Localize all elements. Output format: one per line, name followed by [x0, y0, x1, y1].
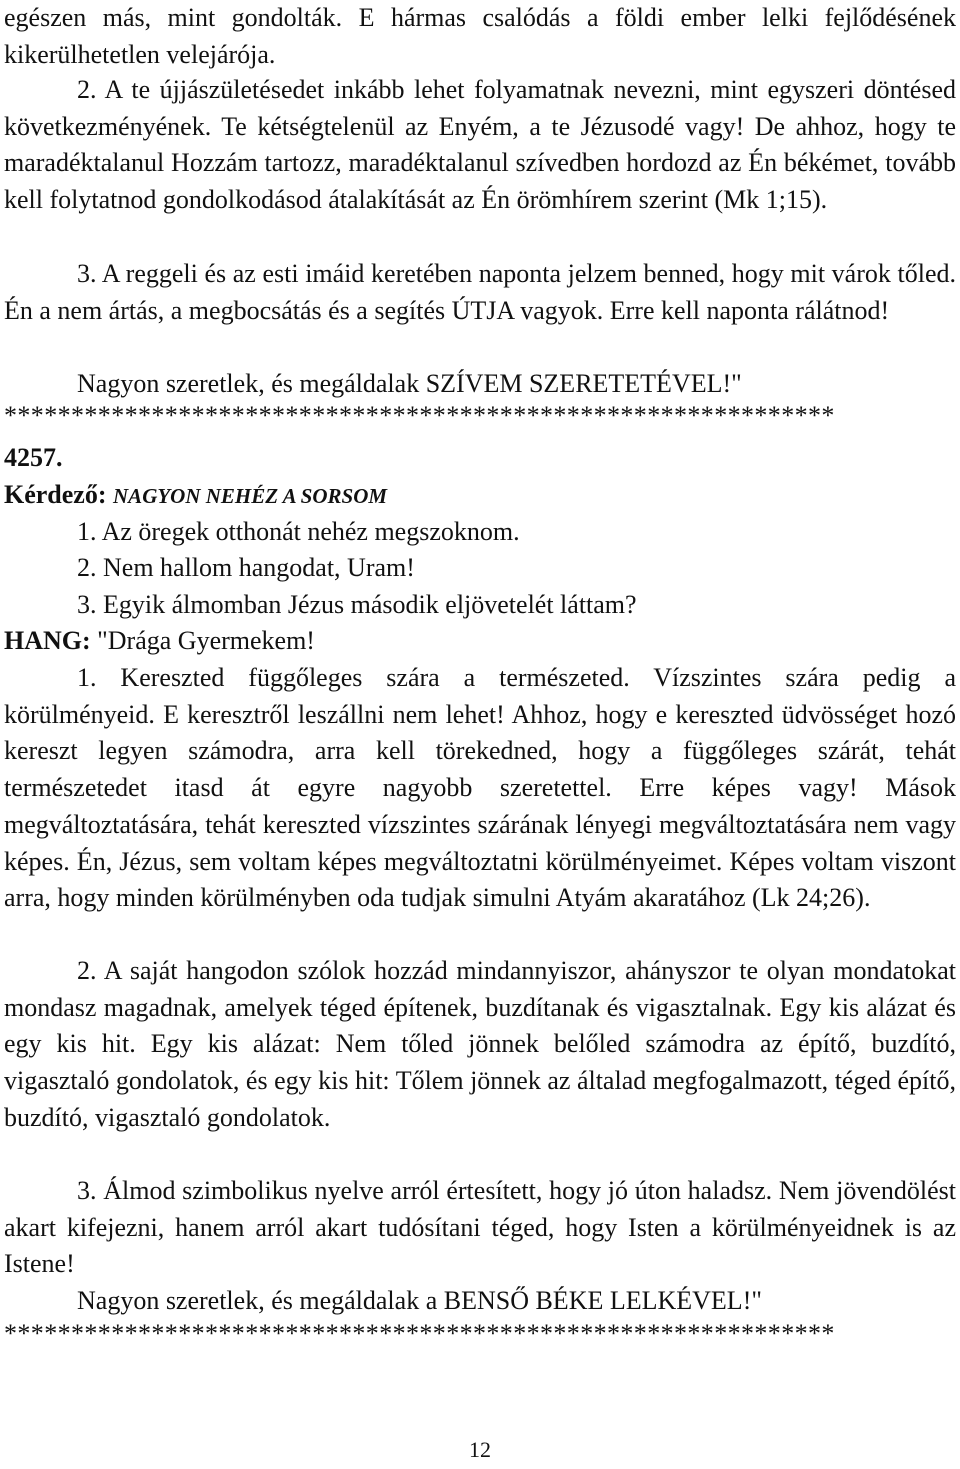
page-number: 12	[469, 1437, 491, 1462]
entry-heading	[4, 477, 387, 515]
entry-title: NAGYON NEHÉZ A SORSOM	[113, 484, 388, 508]
answer-paragraph-2: 2. A saját hangodon szólok hozzád mindannyiszor, ahányszor te olyan mondatokat mondasz magadnak, amelyek téged építenek, buzdítanak és vigasztalnak. Egy kis alázat és egy kis hit. Egy kis alázat: Nem tőled jönnek belőled számodra az építő, buzdító, vigasztaló gondolatok, és egy kis hit: Tőlem jönnek az általad megfogalmazott, téged építő, buzdító, vigasztaló gondolatok.	[4, 956, 956, 1132]
answer-paragraph-3: 3. Álmod szimbolikus nyelve arról értesített, hogy jó úton haladsz. Nem jövendölést akart kifejezni, hanem arról akart tudósítani téged, hogy Isten a körülményeidnek is az Istene!	[4, 1176, 956, 1279]
paragraph-point-3: 3. A reggeli és az esti imáid keretében naponta jelzem benned, hogy mit várok tőled. Én a nem ártás, a megbocsátás és a segítés ÚTJA vagyok. Erre kell naponta rálátnod!	[4, 259, 956, 325]
separator-line-1: **************************************************************	[4, 401, 835, 430]
question-item: 2. Nem hallom hangodat, Uram!	[77, 553, 415, 582]
paragraph-point-2: 2. A te újjászületésedet inkább lehet folyamatnak nevezni, mint egyszeri döntésed következményének. Te kétségtelenül az Enyém, a te Jézusodé vagy! De ahhoz, hogy te maradéktalanul Hozzám tartozz, maradéktalanul szívedben hordozd az Én békémet, tovább kell folytatnod gondolkodásod átalakítását az Én örömhírem szerint (Mk 1;15).	[4, 75, 956, 215]
entry-number: 4257.	[4, 443, 63, 472]
question-item: 3. Egyik álmomban Jézus második eljövetelét láttam?	[77, 590, 637, 619]
paragraph-continuation: egészen más, mint gondolták. E hármas csalódás a földi ember lelki fejlődésének kikerülhetetlen velejárója.	[4, 3, 956, 69]
voice-greeting: "Drága Gyermekem!	[97, 626, 315, 655]
answer-paragraph-1: 1. Kereszted függőleges szára a természeted. Vízszintes szára pedig a körülményeid. E keresztről leszállni nem lehet! Ahhoz, hogy e kereszted üdvösséget hozó kereszt legyen számodra, arra kell törekedned, hogy a függőleges szárát, tehát természetedet itasd át egyre nagyobb szeretettel. Erre képes vagy! Mások megváltoztatására, tehát kereszted vízszintes szárának lényegi megváltoztatására nem vagy képes. Én, Jézus, sem voltam képes megváltoztatni körülményeimet. Képes voltam viszont arra, hogy minden körülményben oda tudjak simulni Atyám akaratához (Lk 24;26).	[4, 663, 956, 913]
voice-heading	[4, 623, 315, 660]
separator-line-2: **************************************************************	[4, 1319, 835, 1348]
closing-blessing-2: Nagyon szeretlek, és megáldalak a BENSŐ BÉKE LELKÉVEL!"	[77, 1286, 762, 1315]
voice-label: HANG:	[4, 626, 91, 655]
question-item: 1. Az öregek otthonát nehéz megszoknom.	[77, 517, 520, 546]
asker-label: Kérdező:	[4, 480, 107, 509]
closing-blessing-1: Nagyon szeretlek, és megáldalak SZÍVEM SZERETETÉVEL!"	[77, 369, 742, 398]
